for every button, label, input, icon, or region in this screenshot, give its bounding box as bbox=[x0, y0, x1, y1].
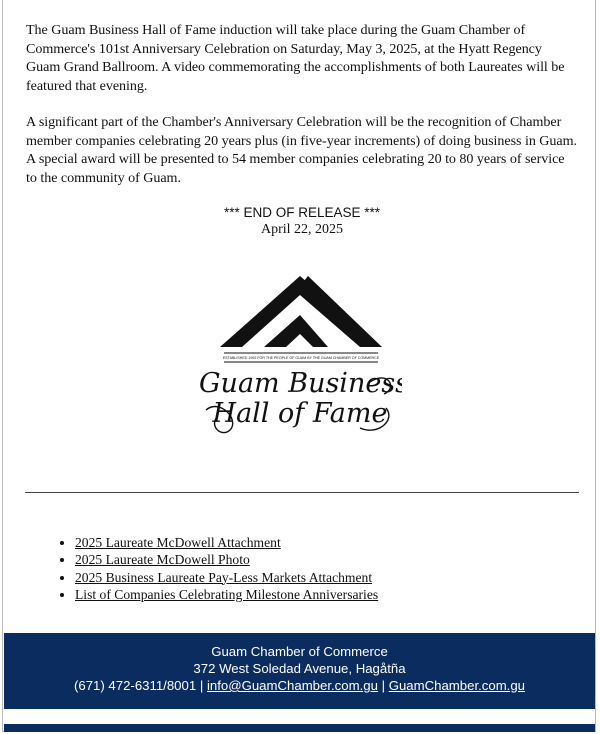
footer-org-name: Guam Chamber of Commerce bbox=[211, 644, 388, 659]
hall-of-fame-logo bbox=[200, 270, 402, 440]
end-of-release: *** END OF RELEASE *** bbox=[223, 205, 381, 220]
logo-line-1: Guam Business bbox=[200, 368, 402, 399]
footer-email-link[interactable]: info@GuamChamber.com.gu bbox=[206, 678, 378, 693]
list-item bbox=[75, 569, 378, 586]
footer-separator: | bbox=[377, 678, 389, 693]
paragraph-induction: The Guam Business Hall of Fame induction will take place during the Guam Chamber of Commerce's 101st Anniversary Celebration on Saturday, May 3, 2025, at the Hyatt Regency Guam Grand Ballroom. A video commemorating the accomplishments of both Laureates will be featured that evening. bbox=[26, 22, 565, 94]
footer-address: 372 West Soledad Avenue, Hagåtña bbox=[193, 661, 406, 676]
paragraph-anniversary: A significant part of the Chamber's Anniversary Celebration will be the recognition of Chamber member companies celebrating 20 years plus (in five-year increments) of doing business in Guam. A special award will be presented to 54 member companies celebrating 20 to 80 years of service to the community of Guam. bbox=[26, 114, 578, 186]
section-divider bbox=[25, 492, 579, 493]
list-item bbox=[75, 551, 378, 568]
attachment-link-mcdowell-photo[interactable]: 2025 Laureate McDowell Photo bbox=[75, 552, 250, 568]
attachment-link-payless[interactable]: 2025 Business Laureate Pay-Less Markets Attachment bbox=[75, 569, 373, 585]
footer-contact bbox=[4, 677, 595, 694]
attachment-list bbox=[33, 534, 378, 603]
footer bbox=[4, 633, 595, 709]
attachment-link-milestones[interactable]: List of Companies Celebrating Milestone Anniversaries bbox=[75, 586, 379, 602]
logo-tagline: ESTABLISHED 1992 FOR THE PEOPLE OF GUAM BY THE GUAM CHAMBER OF COMMERCE bbox=[222, 356, 380, 360]
logo-line-2: Hall of Fame bbox=[212, 398, 388, 429]
list-item bbox=[75, 534, 378, 551]
footer-website-link[interactable]: GuamChamber.com.gu bbox=[388, 678, 526, 693]
release-date: April 22, 2025 bbox=[260, 222, 344, 237]
list-item bbox=[75, 586, 378, 603]
press-release-body bbox=[26, 21, 578, 238]
attachment-link-mcdowell[interactable]: 2025 Laureate McDowell Attachment bbox=[75, 535, 281, 550]
footer-bottom-bar bbox=[4, 724, 595, 732]
footer-separator: | bbox=[196, 678, 207, 693]
footer-phone: (671) 472-6311/8001 bbox=[73, 678, 197, 693]
